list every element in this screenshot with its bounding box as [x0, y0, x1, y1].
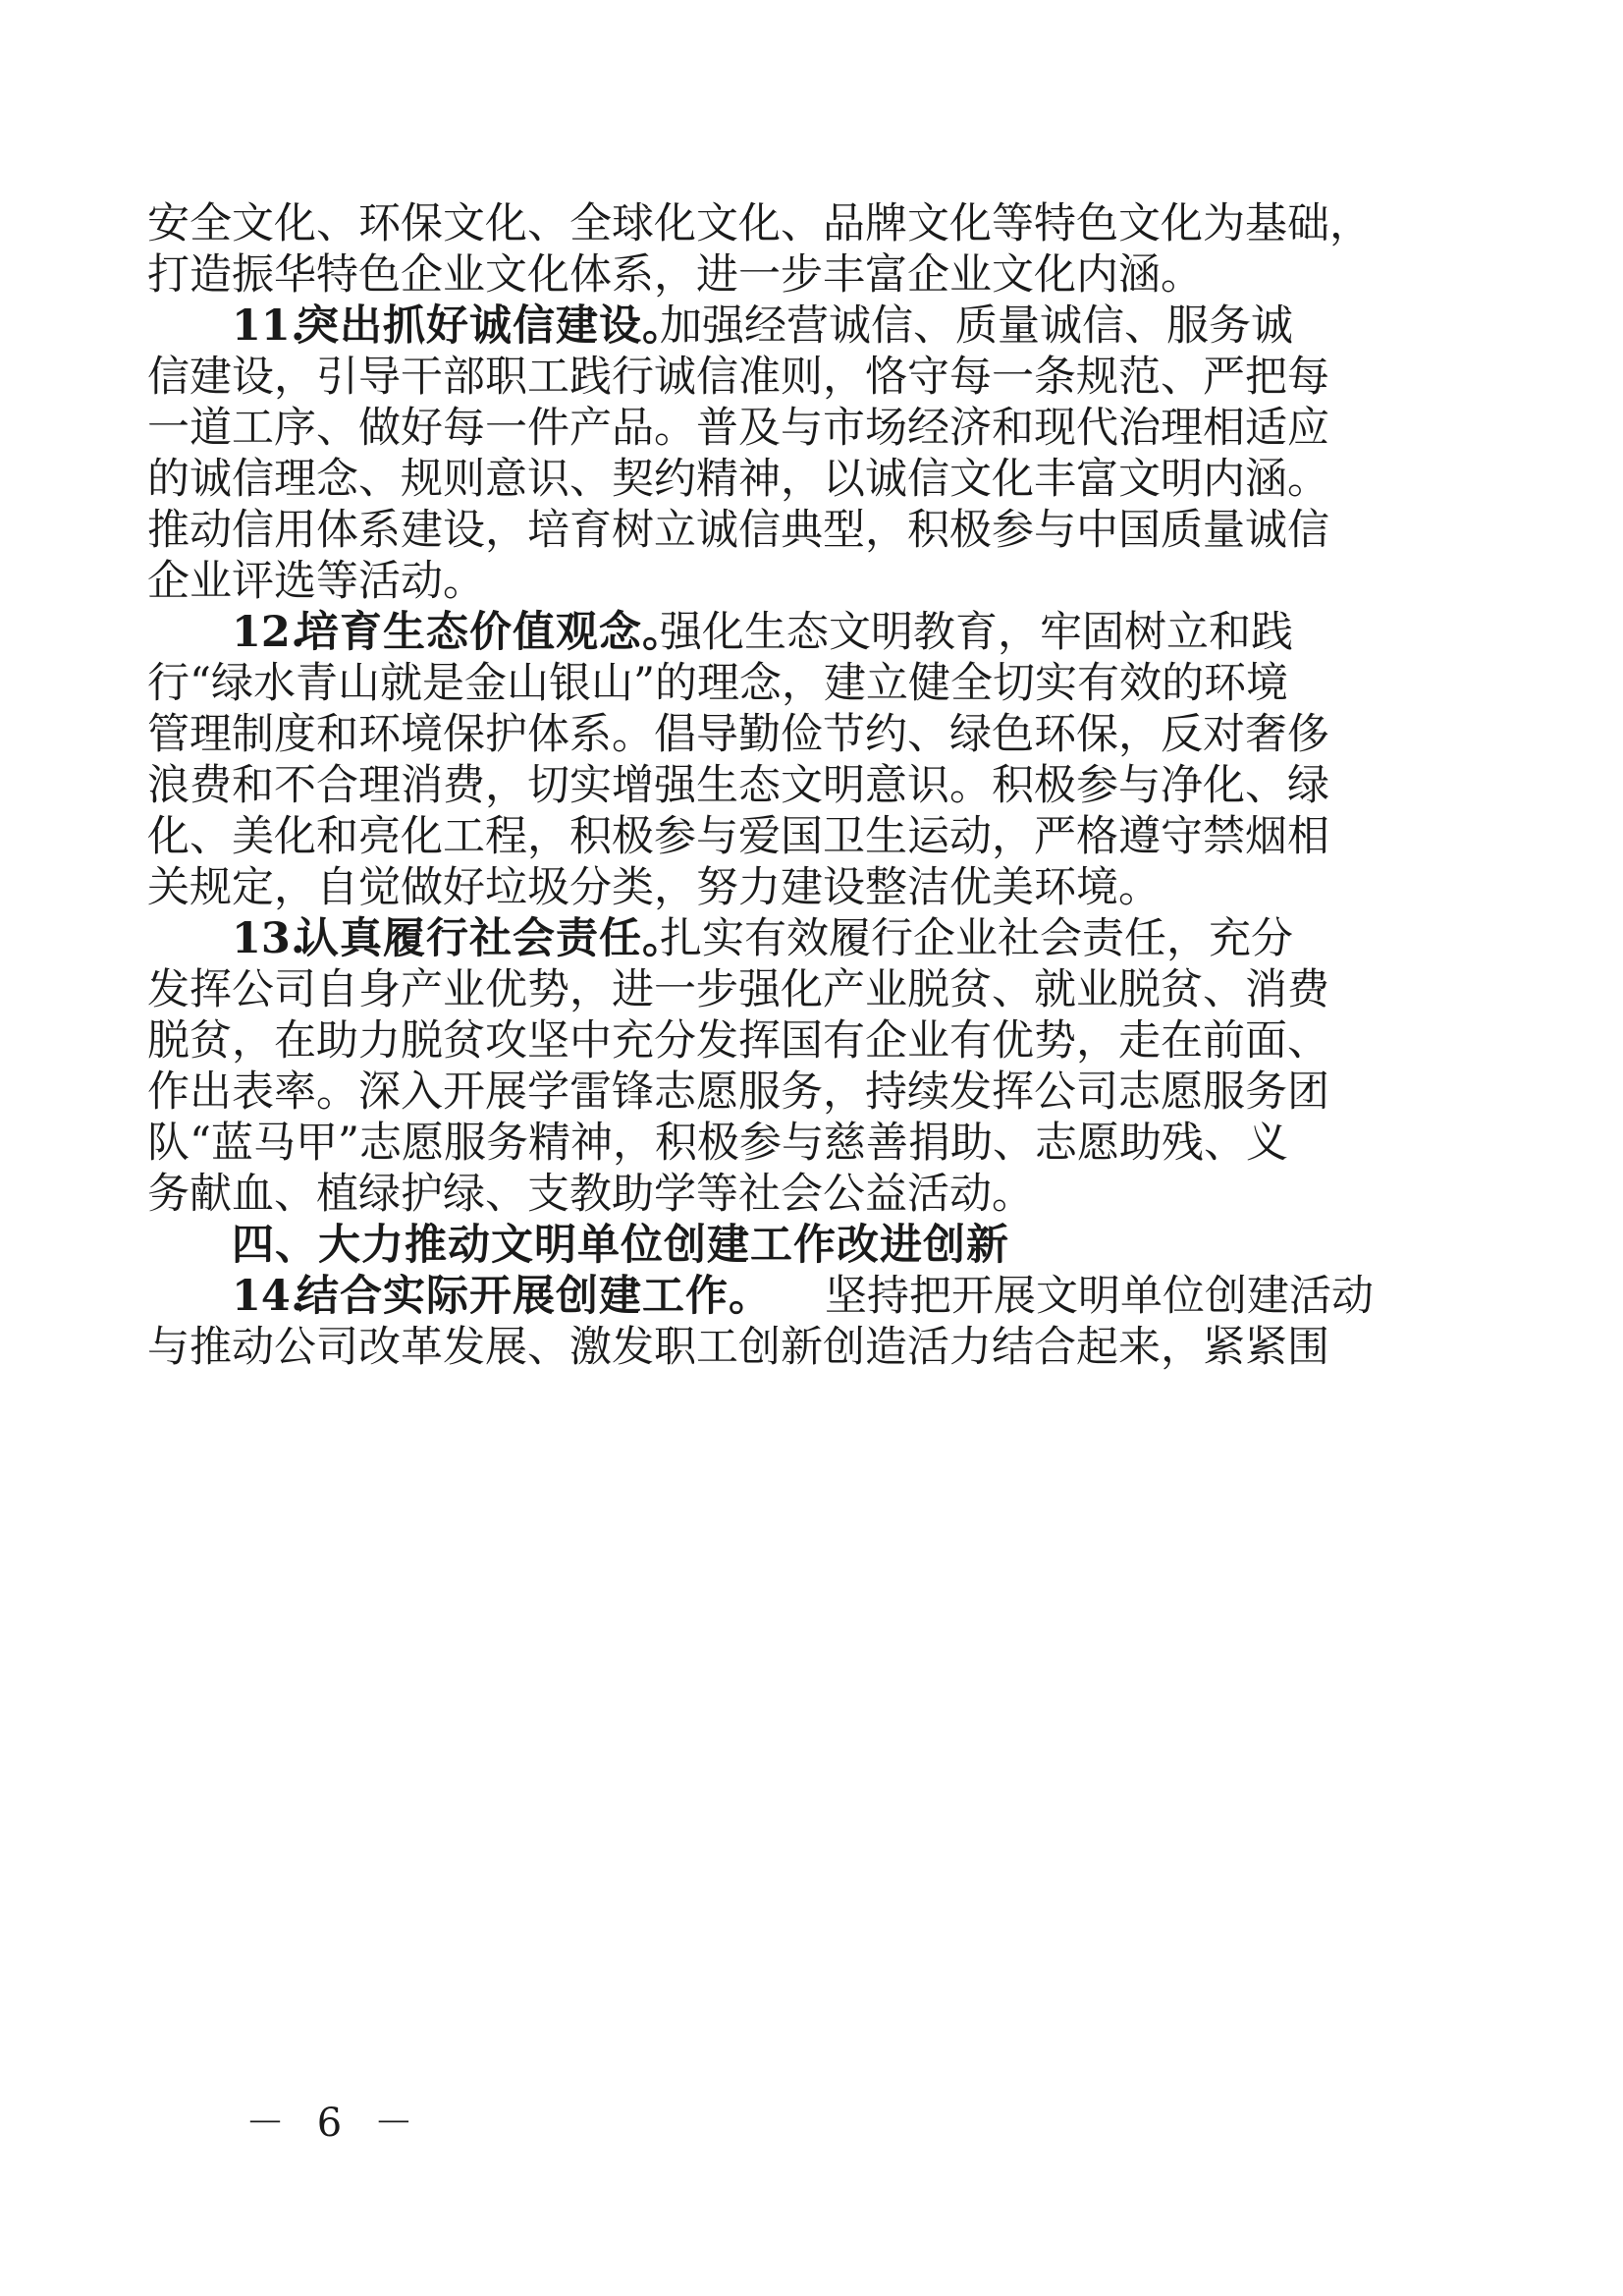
text-line: 行“绿水青山就是金山银山”的理念，建立健全切实有效的环境	[147, 659, 1288, 708]
item-11-line-4	[0, 450, 1623, 509]
item-12-line-5	[0, 807, 1623, 866]
item-14-heading-line	[0, 1267, 1623, 1326]
item-heading: 培育生态价值观念。	[297, 608, 685, 657]
text-line: 安全文化、环保文化、全球化文化、品牌文化等特色文化为基础，	[147, 199, 1372, 248]
item-13-line-3	[0, 1011, 1623, 1070]
item-14-line-2	[0, 1318, 1623, 1377]
item-12-line-2	[0, 654, 1623, 713]
item-13-line-2	[0, 960, 1623, 1019]
item-13-heading-line	[0, 909, 1623, 968]
text-line: 加强经营诚信、质量诚信、服务诚	[660, 301, 1293, 351]
item-heading: 突出抓好诚信建设。	[297, 301, 685, 351]
item-12-line-4	[0, 756, 1623, 815]
item-number: 14.	[232, 1272, 305, 1321]
text-line: 脱贫，在助力脱贫攻坚中充分发挥国有企业有优势，走在前面、	[147, 1016, 1329, 1066]
paragraph-continuation-line-1	[0, 194, 1623, 253]
section-heading: 四、大力推动文明单位创建工作改进创新	[232, 1221, 1009, 1270]
page-number: － 6 －	[245, 2101, 423, 2146]
item-12-line-3	[0, 705, 1623, 764]
text-line: 作出表率。深入开展学雷锋志愿服务，持续发挥公司志愿服务团	[147, 1067, 1329, 1117]
text-line: 一道工序、做好每一件产品。普及与市场经济和现代治理相适应	[147, 404, 1329, 453]
text-line: 强化生态文明教育，牢固树立和践	[660, 608, 1293, 657]
text-line: 发挥公司自身产业优势，进一步强化产业脱贫、就业脱贫、消费	[147, 965, 1329, 1014]
text-line: 推动信用体系建设，培育树立诚信典型，积极参与中国质量诚信	[147, 506, 1329, 555]
item-heading: 认真履行社会责任。	[297, 914, 685, 963]
item-12-heading-line	[0, 603, 1623, 662]
item-11-line-5	[0, 501, 1623, 560]
text-line: 关规定，自觉做好垃圾分类，努力建设整洁优美环境。	[147, 863, 1161, 912]
text-line: 的诚信理念、规则意识、契约精神，以诚信文化丰富文明内涵。	[147, 455, 1329, 504]
text-line: 队“蓝马甲”志愿服务精神，积极参与慈善捐助、志愿助残、义	[147, 1119, 1288, 1168]
text-line: 坚持把开展文明单位创建活动	[825, 1272, 1374, 1321]
item-11-heading-line	[0, 297, 1623, 355]
section-heading-line	[0, 1216, 1623, 1275]
text-line: 化、美化和亮化工程，积极参与爱国卫生运动，严格遵守禁烟相	[147, 812, 1329, 861]
text-line: 与推动公司改革发展、激发职工创新创造活力结合起来，紧紧围	[147, 1323, 1329, 1372]
paragraph-continuation-line-2	[0, 246, 1623, 304]
text-line: 打造振华特色企业文化体系，进一步丰富企业文化内涵。	[147, 250, 1203, 300]
item-11-line-2	[0, 348, 1623, 407]
item-number: 12.	[232, 608, 305, 657]
item-number: 11.	[232, 301, 305, 351]
text-line: 企业评选等活动。	[147, 557, 485, 606]
item-13-line-4	[0, 1063, 1623, 1121]
text-line: 务献血、植绿护绿、支教助学等社会公益活动。	[147, 1170, 1034, 1219]
text-line: 管理制度和环境保护体系。倡导勤俭节约、绿色环保，反对奢侈	[147, 710, 1329, 759]
item-13-line-5	[0, 1114, 1623, 1173]
item-13-line-6	[0, 1165, 1623, 1224]
item-12-line-6	[0, 858, 1623, 917]
text-line: 信建设，引导干部职工践行诚信准则，恪守每一条规范、严把每	[147, 353, 1329, 402]
item-11-line-3	[0, 399, 1623, 458]
text-line: 浪费和不合理消费，切实增强生态文明意识。积极参与净化、绿	[147, 761, 1329, 810]
item-number: 13.	[232, 914, 305, 963]
item-heading: 结合实际开展创建工作。	[297, 1272, 772, 1321]
item-11-line-6	[0, 552, 1623, 611]
text-line: 扎实有效履行企业社会责任，充分	[660, 914, 1293, 963]
